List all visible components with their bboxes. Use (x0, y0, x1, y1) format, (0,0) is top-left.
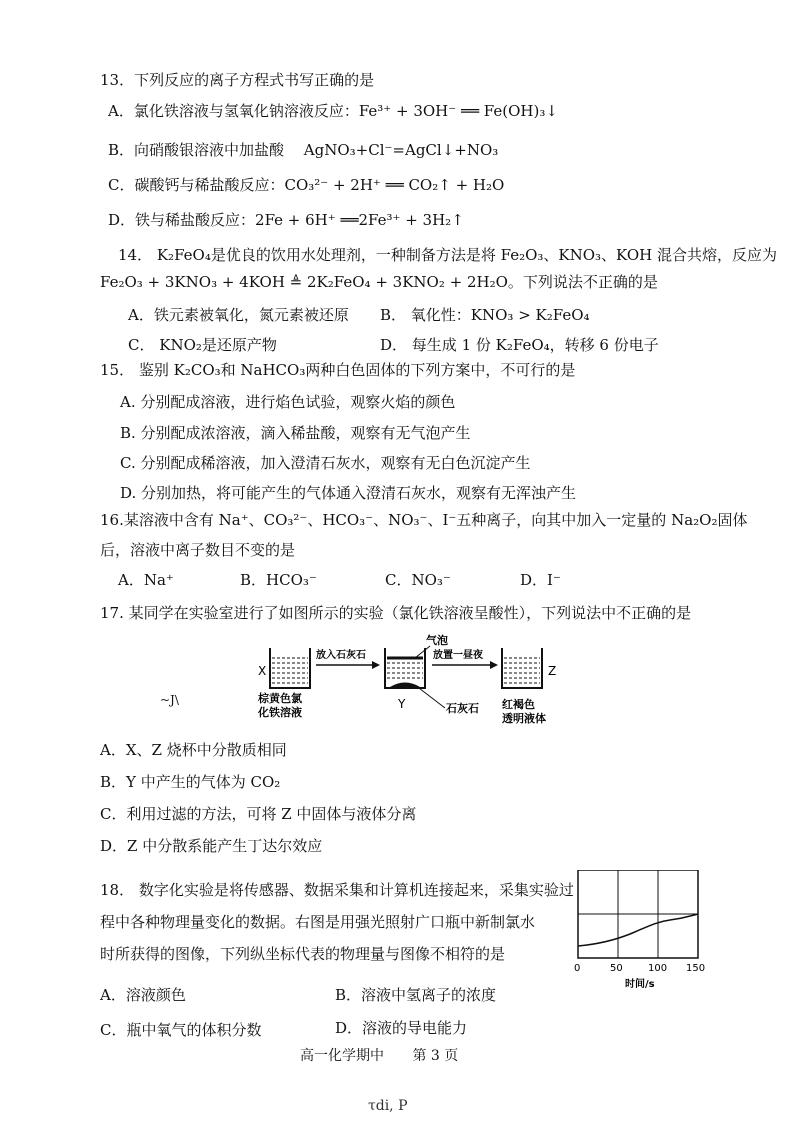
q14-option-a: A．铁元素被氧化，氮元素被还原 (128, 306, 349, 324)
label-stone: 石灰石 (446, 702, 479, 715)
beaker-x (270, 648, 310, 688)
arrow-1-label: 放入石灰石 (316, 650, 366, 661)
bubble-pointer (415, 646, 430, 658)
q15-option-c: C. 分别配成稀溶液，加入澄清石灰水，观察有无白色沉淀产生 (120, 454, 531, 472)
q13-stem: 13．下列反应的离子方程式书写正确的是 (100, 71, 375, 89)
arrow-2-label: 放置一昼夜 (433, 650, 483, 661)
beaker-y (385, 648, 425, 688)
graph-tick-0: 0 (574, 963, 581, 974)
q14-stem-line2: Fe₂O₃ + 3KNO₃ + 4KOH ≜ 2K₂FeO₄ + 3KNO₂ + 2H₂O。下列说法不正确的是 (100, 273, 658, 291)
q18-option-d: D．溶液的导电能力 (335, 1019, 468, 1037)
stone-pointer (415, 685, 445, 708)
q16-option-c: C．NO₃⁻ (385, 571, 451, 589)
label-bubble: 气泡 (426, 634, 448, 647)
arrow-2-head (490, 661, 498, 669)
q18-stem-line1: 18． 数字化实验是将传感器、数据采集和计算机连接起来，采集实验过 (100, 881, 574, 899)
label-x: X (258, 664, 267, 678)
graph-curve (578, 914, 698, 946)
arrow-1-head (372, 661, 380, 669)
scan-artifact-bottom: τdi, P (368, 1098, 408, 1114)
q18-stem-line3: 时所获得的图像，下列纵坐标代表的物理量与图像不相符的是 (100, 945, 506, 963)
scan-artifact: ~J\ (160, 693, 179, 707)
q15-option-d: D. 分别加热，将可能产生的气体通入澄清石灰水，观察有无浑浊产生 (120, 484, 577, 502)
q16-option-a: A．Na⁺ (118, 571, 174, 589)
q17-option-b: B．Y 中产生的气体为 CO₂ (100, 773, 281, 791)
graph-xlabel: 时间/s (625, 979, 655, 990)
q14-option-b: B． 氧化性：KNO₃ > K₂FeO₄ (380, 306, 590, 324)
label-x-desc1: 棕黄色氯 (258, 692, 302, 705)
q18-option-c: C．瓶中氧气的体积分数 (100, 1021, 262, 1039)
q16-option-b: B．HCO₃⁻ (240, 571, 317, 589)
q17-stem: 17. 某同学在实验室进行了如图所示的实验（氯化铁溶液呈酸性），下列说法中不正确的是 (100, 604, 692, 622)
q17-option-d: D．Z 中分散系能产生丁达尔效应 (100, 837, 323, 855)
graph-tick-50: 50 (610, 963, 623, 974)
label-x-desc2: 化铁溶液 (258, 706, 302, 719)
chlorine-water-graph (570, 870, 710, 995)
q17-option-c: C．利用过滤的方法，可将 Z 中固体与液体分离 (100, 805, 417, 823)
graph-tick-150: 150 (686, 963, 706, 974)
beaker-experiment-diagram (250, 630, 580, 755)
label-z-desc1: 红褐色 (502, 698, 535, 711)
q18-option-a: A．溶液颜色 (100, 986, 186, 1004)
q15-option-b: B. 分别配成浓溶液，滴入稀盐酸，观察有无气泡产生 (120, 424, 471, 442)
page-footer (300, 1045, 482, 1065)
q18-option-b: B．溶液中氢离子的浓度 (335, 986, 497, 1004)
footer-page-number: 第 3 页 (412, 1048, 459, 1064)
q15-option-a: A. 分别配成溶液，进行焰色试验，观察火焰的颜色 (120, 393, 456, 411)
footer-course: 高一化学期中 (300, 1048, 384, 1064)
q13-option-d: D．铁与稀盐酸反应：2Fe + 6H⁺ ══2Fe³⁺ + 3H₂↑ (108, 211, 464, 229)
q15-stem: 15． 鉴别 K₂CO₃和 NaHCO₃两种白色固体的下列方案中，不可行的是 (100, 361, 576, 379)
q17-option-a: A．X、Z 烧杯中分散质相同 (100, 741, 287, 759)
q18-stem-line2: 程中各种物理量变化的数据。右图是用强光照射广口瓶中新制氯水 (100, 913, 536, 931)
q13-option-c: C．碳酸钙与稀盐酸反应：CO₃²⁻ + 2H⁺ ══ CO₂↑ + H₂O (108, 176, 505, 194)
q16-stem-line2: 后，溶液中离子数目不变的是 (100, 541, 296, 559)
beaker-z (502, 648, 542, 688)
q13-option-b: B．向硝酸银溶液中加盐酸 AgNO₃+Cl⁻=AgCl↓+NO₃ (108, 141, 499, 159)
graph-tick-100: 100 (648, 963, 668, 974)
q14-stem-line1: 14． K₂FeO₄是优良的饮用水处理剂，一种制备方法是将 Fe₂O₃、KNO₃、KOH 混合共熔，反应为 (118, 246, 777, 264)
q16-stem-line1: 16.某溶液中含有 Na⁺、CO₃²⁻、HCO₃⁻、NO₃⁻、I⁻五种离子，向其中加入一定量的 Na₂O₂固体 (100, 511, 748, 529)
label-z-desc2: 透明液体 (502, 712, 546, 725)
label-y: Y (398, 697, 406, 711)
q14-option-d: D． 每生成 1 份 K₂FeO₄，转移 6 份电子 (380, 336, 659, 354)
q14-option-c: C． KNO₂是还原产物 (128, 336, 277, 354)
label-z: Z (548, 664, 557, 678)
q16-option-d: D．I⁻ (520, 571, 561, 589)
q13-option-a: A．氯化铁溶液与氢氧化钠溶液反应：Fe³⁺ + 3OH⁻ ══ Fe(OH)₃↓ (108, 102, 558, 120)
